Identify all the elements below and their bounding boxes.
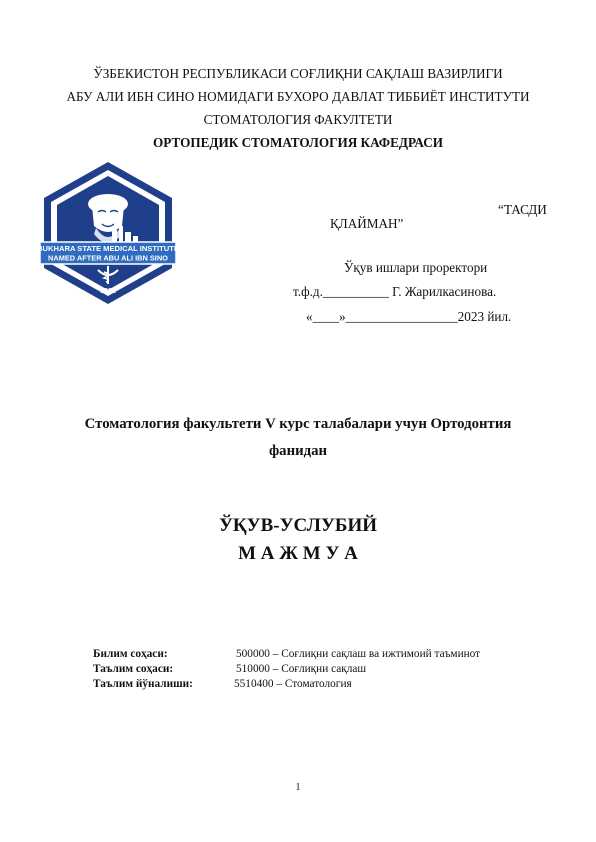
logo-text-2: NAMED AFTER ABU ALI IBN SINO bbox=[48, 253, 168, 263]
approval-signature-line: т.ф.д.__________ Г. Жарилкасинова. bbox=[293, 284, 497, 299]
meta-row bbox=[93, 648, 168, 660]
institute-name: АБУ АЛИ ИБН СИНО НОМИДАГИ БУХОРО ДАВЛАТ ТИББИЁТ ИНСТИТУТИ bbox=[66, 89, 530, 104]
logo-year: 1991 bbox=[100, 288, 116, 295]
meta-row bbox=[93, 663, 173, 675]
meta-label: Таълим соҳаси: bbox=[93, 663, 174, 675]
subject-line-2: фанидан bbox=[268, 443, 328, 459]
meta-label: Билим соҳаси: bbox=[93, 648, 168, 660]
approval-date-line: «____»_________________2023 йил. bbox=[306, 309, 512, 324]
meta-value: 500000 – Соғлиқни сақлаш ва ижтимоий таъминот bbox=[236, 648, 481, 660]
approval-quote-part1: “ТАСДИ bbox=[498, 202, 547, 217]
faculty-name: СТОМАТОЛОГИЯ ФАКУЛТЕТИ bbox=[203, 112, 393, 127]
institute-logo bbox=[40, 160, 176, 306]
institute-logo-graphic bbox=[40, 160, 176, 306]
page-number: 1 bbox=[295, 782, 301, 793]
subject-line-1: Стоматология факультети V курс талабалари учун Ортодонтия bbox=[84, 416, 512, 432]
approval-position: Ўқув ишлари проректори bbox=[344, 260, 488, 275]
document-title-line-1: ЎҚУВ-УСЛУБИЙ bbox=[218, 515, 378, 536]
ministry-name: ЎЗБЕКИСТОН РЕСПУБЛИКАСИ СОҒЛИҚНИ САҚЛАШ ВАЗИРЛИГИ bbox=[93, 66, 503, 81]
document-title-line-2: М А Ж М У А bbox=[238, 543, 358, 564]
logo-text-1: BUKHARA STATE MEDICAL INSTITUTE bbox=[40, 244, 176, 253]
meta-row bbox=[93, 678, 193, 690]
approval-quote-part2: ҚЛАЙМАН” bbox=[330, 216, 404, 231]
meta-label: Таълим йўналиши: bbox=[93, 678, 193, 690]
meta-value: 510000 – Соғлиқни сақлаш bbox=[236, 663, 367, 675]
meta-value: 5510400 – Стоматология bbox=[234, 678, 352, 690]
department-name: ОРТОПЕДИК СТОМАТОЛОГИЯ КАФЕДРАСИ bbox=[152, 135, 444, 150]
